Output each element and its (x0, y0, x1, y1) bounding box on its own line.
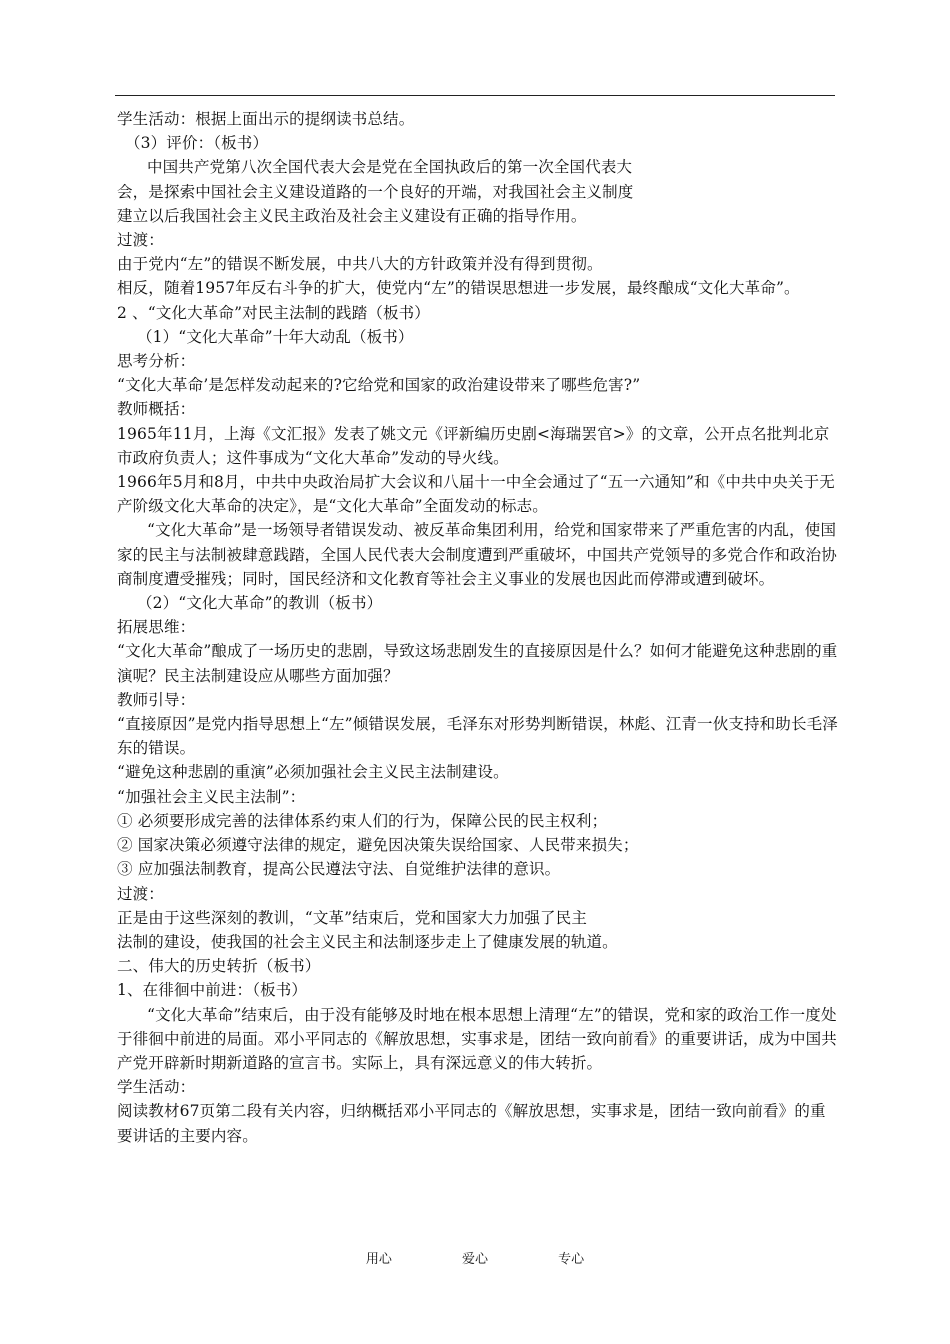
subsection-heading: 1、在徘徊中前进：（板书） (117, 981, 308, 1000)
paragraph: “文化大革命’是怎样发动起来的?它给党和国家的政治建设带来了哪些危害?” (117, 376, 641, 395)
subsection-heading: （2）“文化大革命”的教训（板书） (137, 594, 383, 613)
paragraph: 思考分析： (117, 352, 196, 371)
paragraph: 会，是探索中国社会主义建设道路的一个良好的开端，对我国社会主义制度 (117, 182, 634, 201)
paragraph: 学生活动： (117, 1078, 196, 1097)
paragraph: 阅读教材67页第二段有关内容，归纳概括邓小平同志的《解放思想，实事求是，团结一致向前看》的重要讲话的主要内容。 (117, 1102, 826, 1145)
paragraph: 法制的建设，使我国的社会主义民主和法制逐步走上了健康发展的轨道。 (117, 932, 618, 951)
paragraph: 正是由于这些深刻的教训，“文革”结束后，党和国家大力加强了民主 (117, 908, 588, 927)
section-heading: 二、伟大的历史转折（板书） (117, 957, 321, 976)
subsection-heading: （1）“文化大革命”十年大动乱（板书） (137, 327, 414, 346)
page-footer (0, 1248, 950, 1267)
paragraph: 1965年11月，上海《文汇报》发表了姚文元《评新编历史剧<海瑞罢官>》的文章，公开点名批判北京市政府负责人；这件事成为“文化大革命”发动的导火线。 (117, 424, 830, 467)
paragraph: 教师概括： (117, 400, 196, 419)
paragraph: 学生活动：根据上面出示的提纲读书总结。 (117, 110, 415, 128)
paragraph: “文化大革命”酿成了一场历史的悲剧，导致这场悲剧发生的直接原因是什么？如何才能避免这种悲剧的重演呢？民主法制建设应从哪些方面加强？ (117, 642, 838, 685)
paragraph: 相反，随着1957年反右斗争的扩大，使党内“左”的错误思想进一步发展，最终酿成“文化大革命”。 (117, 279, 800, 298)
paragraph: “文化大革命”是一场领导者错误发动、被反革命集团利用，给党和国家带来了严重危害的内乱，使国家的民主与法制被肆意践踏，全国人民代表大会制度遭到严重破坏，中国共产党领导的多党合作和政治协商制度遭受摧残；同时，国民经济和文化教育等社会主义事业的发展也因此而停滞或遭到破坏。 (117, 521, 837, 588)
paragraph: 拓展思维： (117, 618, 196, 637)
paragraph: “文化大革命”结束后，由于没有能够及时地在根本思想上清理“左”的错误，党和家的政治工作一度处于徘徊中前进的局面。邓小平同志的《解放思想，实事求是，团结一致向前看》的重要讲话，成为中国共产党开辟新时期新道路的宣言书。实际上，具有深远意义的伟大转折。 (117, 1005, 837, 1072)
paragraph: （3）评价：（板书） (125, 134, 269, 153)
footer-text: 专心 (558, 1252, 585, 1267)
paragraph: 1966年5月和8月，中共中央政治局扩大会议和八届十一中全会通过了“五一六通知”和《中共中央关于无产阶级文化大革命的决定》，是“文化大革命”全面发动的标志。 (117, 473, 835, 516)
paragraph: 教师引导： (117, 690, 196, 709)
document-body (117, 107, 839, 1148)
paragraph: 建立以后我国社会主义民主政治及社会主义建设有正确的指导作用。 (117, 206, 587, 225)
paragraph: “避免这种悲剧的重演”必须加强社会主义民主法制建设。 (117, 763, 509, 782)
list-item: ③ 应加强法制教育，提高公民遵法守法、自觉维护法律的意识。 (117, 860, 561, 879)
paragraph: 过渡： (117, 884, 164, 903)
paragraph: “直接原因”是党内指导思想上“左”倾错误发展，毛泽东对形势判断错误，林彪、江青一伙支持和助长毛泽东的错误。 (117, 715, 838, 758)
list-item: ② 国家决策必须遵守法律的规定，避免因决策失误给国家、人民带来损失； (117, 836, 639, 855)
footer-text: 爱心 (461, 1252, 488, 1267)
footer-text: 用心 (365, 1252, 392, 1267)
paragraph: “加强社会主义民主法制”： (117, 787, 306, 806)
paragraph: 中国共产党第八次全国代表大会是党在全国执政后的第一次全国代表大 (147, 158, 633, 177)
header-rule (115, 95, 835, 96)
list-item: ① 必须要形成完善的法律体系约束人们的行为，保障公民的民主权利； (117, 811, 608, 830)
paragraph: 过渡： (117, 231, 164, 250)
paragraph: 由于党内“左”的错误不断发展，中共八大的方针政策并没有得到贯彻。 (117, 255, 603, 274)
section-heading: 2 、“文化大革命”对民主法制的践踏（板书） (117, 303, 430, 322)
